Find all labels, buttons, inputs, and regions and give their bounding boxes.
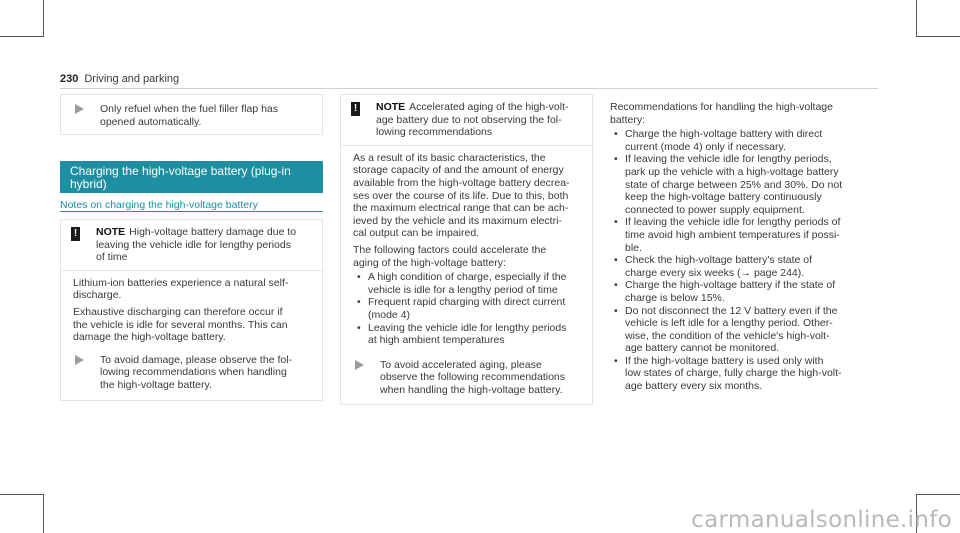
note-heading: Accelerated aging of the high-volt- age battery due to not observing the fol- lowing recommendations [376, 101, 569, 139]
crop-mark [916, 36, 960, 37]
crop-mark [916, 0, 917, 37]
crop-mark [43, 0, 44, 37]
section-title: Driving and parking [84, 73, 180, 85]
section-heading [60, 161, 323, 193]
note-box-aging [340, 94, 593, 405]
aging-factor-list [353, 271, 584, 347]
section-heading-text: Charging the high-voltage battery (plug-in hybrid) [70, 164, 291, 191]
note-paragraph: Exhaustive discharging can therefore occur if the vehicle is idle for several months. This can damage the high-voltage battery. [73, 305, 288, 344]
note-box-damage [60, 219, 323, 401]
note-label: NOTE [376, 101, 406, 113]
step-arrow-icon [61, 354, 100, 392]
note-heading: High-voltage battery damage due to leaving the vehicle idle for lengthy periods of time [96, 226, 297, 264]
list-item: • If the high-voltage battery is used only with low states of charge, fully charge the high-volt- age battery every six months. [610, 355, 880, 393]
note-label: NOTE [96, 226, 126, 238]
column-left [60, 94, 323, 135]
list-item: • Frequent rapid charging with direct current (mode 4) [353, 296, 584, 321]
list-item: • If leaving the vehicle idle for lengthy periods of time avoid high ambient temperatures if possi- ble. [610, 216, 880, 254]
page-header [60, 73, 179, 86]
warning-icon: ! [71, 227, 80, 241]
list-item-page-link[interactable]: • Check the high-voltage battery's state of charge every six weeks (→ page 244). [610, 254, 880, 279]
crop-mark [0, 494, 44, 495]
note-step-text: To avoid damage, please observe the fol- lowing recommendations when handling the high-voltage battery. [100, 353, 293, 391]
refuel-step-box [60, 94, 323, 135]
crop-mark [43, 494, 44, 533]
note-paragraph: As a result of its basic characteristics, the storage capacity of and the amount of energy available from the high-voltage battery decrea- ses over the course of its life. Due to this, both the maximum electrical range that can be ach- ieved by the vehicle and its maximum electri- cal output can be impaired. [353, 151, 570, 240]
note-paragraph: Lithium-ion batteries experience a natural self- discharge. [73, 276, 289, 302]
crop-mark [916, 494, 960, 495]
header-rule [60, 88, 878, 89]
list-item: • If leaving the vehicle idle for lengthy periods, park up the vehicle with a high-voltage battery state of charge between 25% and 30%. Do not keep the high-voltage battery continuously connected to power supply equipment. [610, 153, 880, 216]
subheading-rule [60, 211, 323, 212]
recommendations-list [610, 128, 880, 392]
subheading: Notes on charging the high-voltage battery [60, 199, 258, 211]
list-item: • A high condition of charge, especially if the vehicle is idle for a lengthy period of time [353, 271, 584, 296]
watermark: carmanualsonline.info [691, 507, 952, 533]
list-item: • Do not disconnect the 12 V battery even if the vehicle is left idle for a lengthy period. Other- wise, the condition of the vehicle's high-volt- age battery cannot be monitored. [610, 305, 880, 355]
note-step-text: To avoid accelerated aging, please observe the following recommendations when handling the high-voltage battery. [380, 358, 566, 396]
list-item: • Leaving the vehicle idle for lengthy periods at high ambient temperatures [353, 322, 584, 347]
crop-mark [0, 36, 44, 37]
list-item: • Charge the high-voltage battery with direct current (mode 4) only if necessary. [610, 128, 880, 153]
warning-icon: ! [351, 102, 360, 116]
step-arrow-icon [61, 103, 100, 128]
list-item: • Charge the high-voltage battery if the state of charge is below 15%. [610, 279, 880, 304]
note-paragraph: The following factors could accelerate the aging of the high-voltage battery: [353, 243, 547, 269]
recommendations-intro: Recommendations for handling the high-voltage battery: [610, 101, 833, 126]
step-arrow-icon [341, 359, 380, 397]
column-right [610, 101, 880, 393]
page-number: 230 [60, 73, 79, 85]
refuel-step-text: Only refuel when the fuel filler flap has opened automatically. [100, 103, 279, 128]
